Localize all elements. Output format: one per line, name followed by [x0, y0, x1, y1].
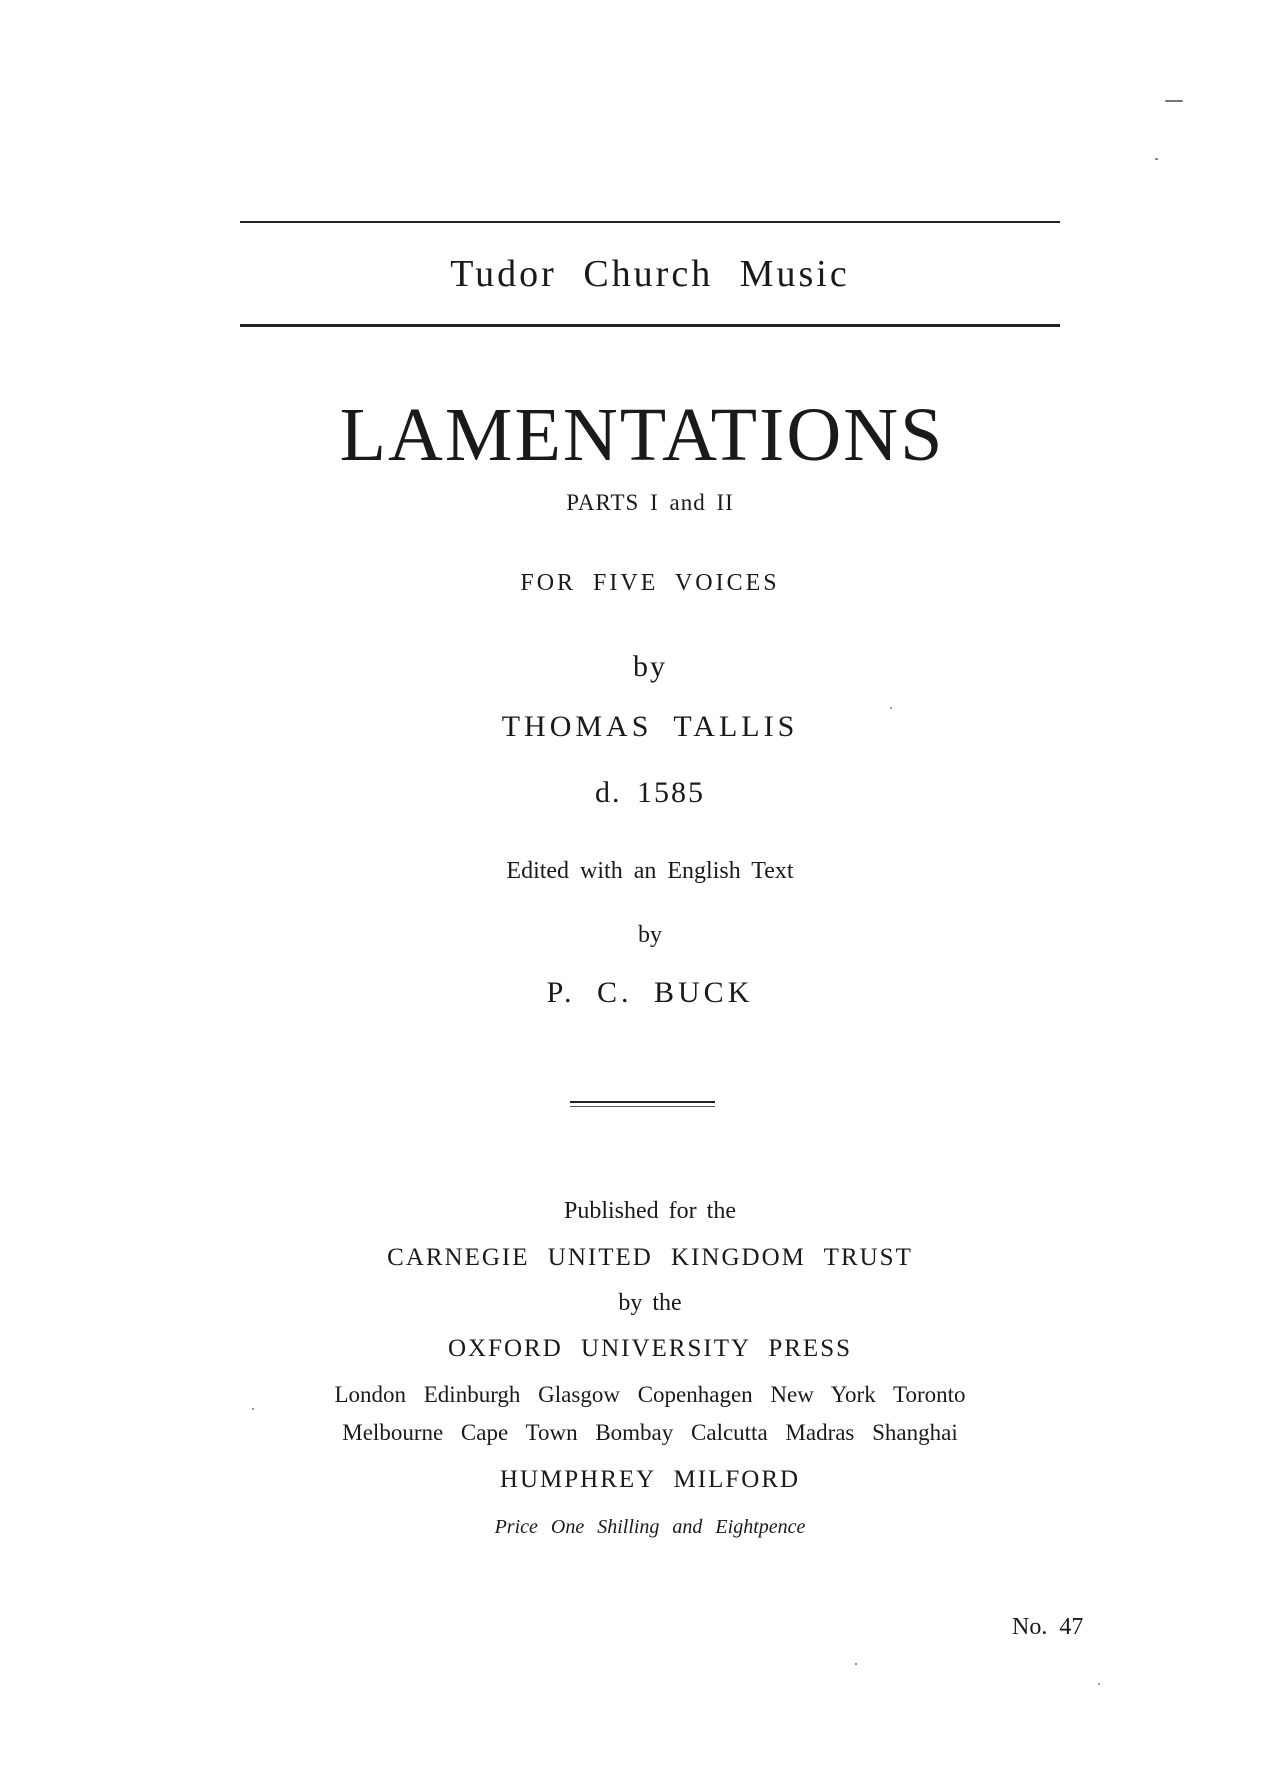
scan-mark — [1155, 158, 1158, 160]
scan-mark — [890, 707, 892, 709]
edited-line: Edited with an English Text — [506, 858, 794, 884]
composer-dates: d. 1585 — [595, 776, 705, 809]
composer-name: THOMAS TALLIS — [501, 710, 799, 743]
trust-name: CARNEGIE UNITED KINGDOM TRUST — [387, 1244, 913, 1271]
price-line: Price One Shilling and Eightpence — [494, 1516, 806, 1538]
voices-subtitle: FOR FIVE VOICES — [520, 570, 780, 596]
scan-mark — [1165, 100, 1183, 102]
scan-mark — [252, 1408, 254, 1410]
cities-line-1: London Edinburgh Glasgow Copenhagen New York Toronto — [334, 1382, 966, 1407]
publisher-by-the: by the — [618, 1290, 682, 1316]
scan-mark — [1098, 1683, 1100, 1685]
header-bottom-rule — [240, 324, 1060, 327]
series-title: Tudor Church Music — [450, 253, 850, 295]
parts-subtitle: PARTS I and II — [566, 490, 734, 515]
header-top-rule — [240, 221, 1060, 223]
scan-mark — [855, 1663, 857, 1665]
composer-by: by — [633, 650, 667, 683]
press-name: OXFORD UNIVERSITY PRESS — [447, 1335, 852, 1362]
series-number: No. 47 — [1012, 1614, 1084, 1640]
main-title: LAMENTATIONS — [339, 393, 945, 477]
published-for: Published for the — [564, 1198, 736, 1224]
divider-rule-bottom — [570, 1106, 715, 1107]
editor-by: by — [638, 922, 662, 948]
cities-line-2: Melbourne Cape Town Bombay Calcutta Madras Shanghai — [342, 1420, 958, 1445]
divider-rule-top — [570, 1101, 715, 1103]
publisher-name: HUMPHREY MILFORD — [499, 1466, 801, 1493]
editor-name: P. C. BUCK — [546, 976, 754, 1009]
